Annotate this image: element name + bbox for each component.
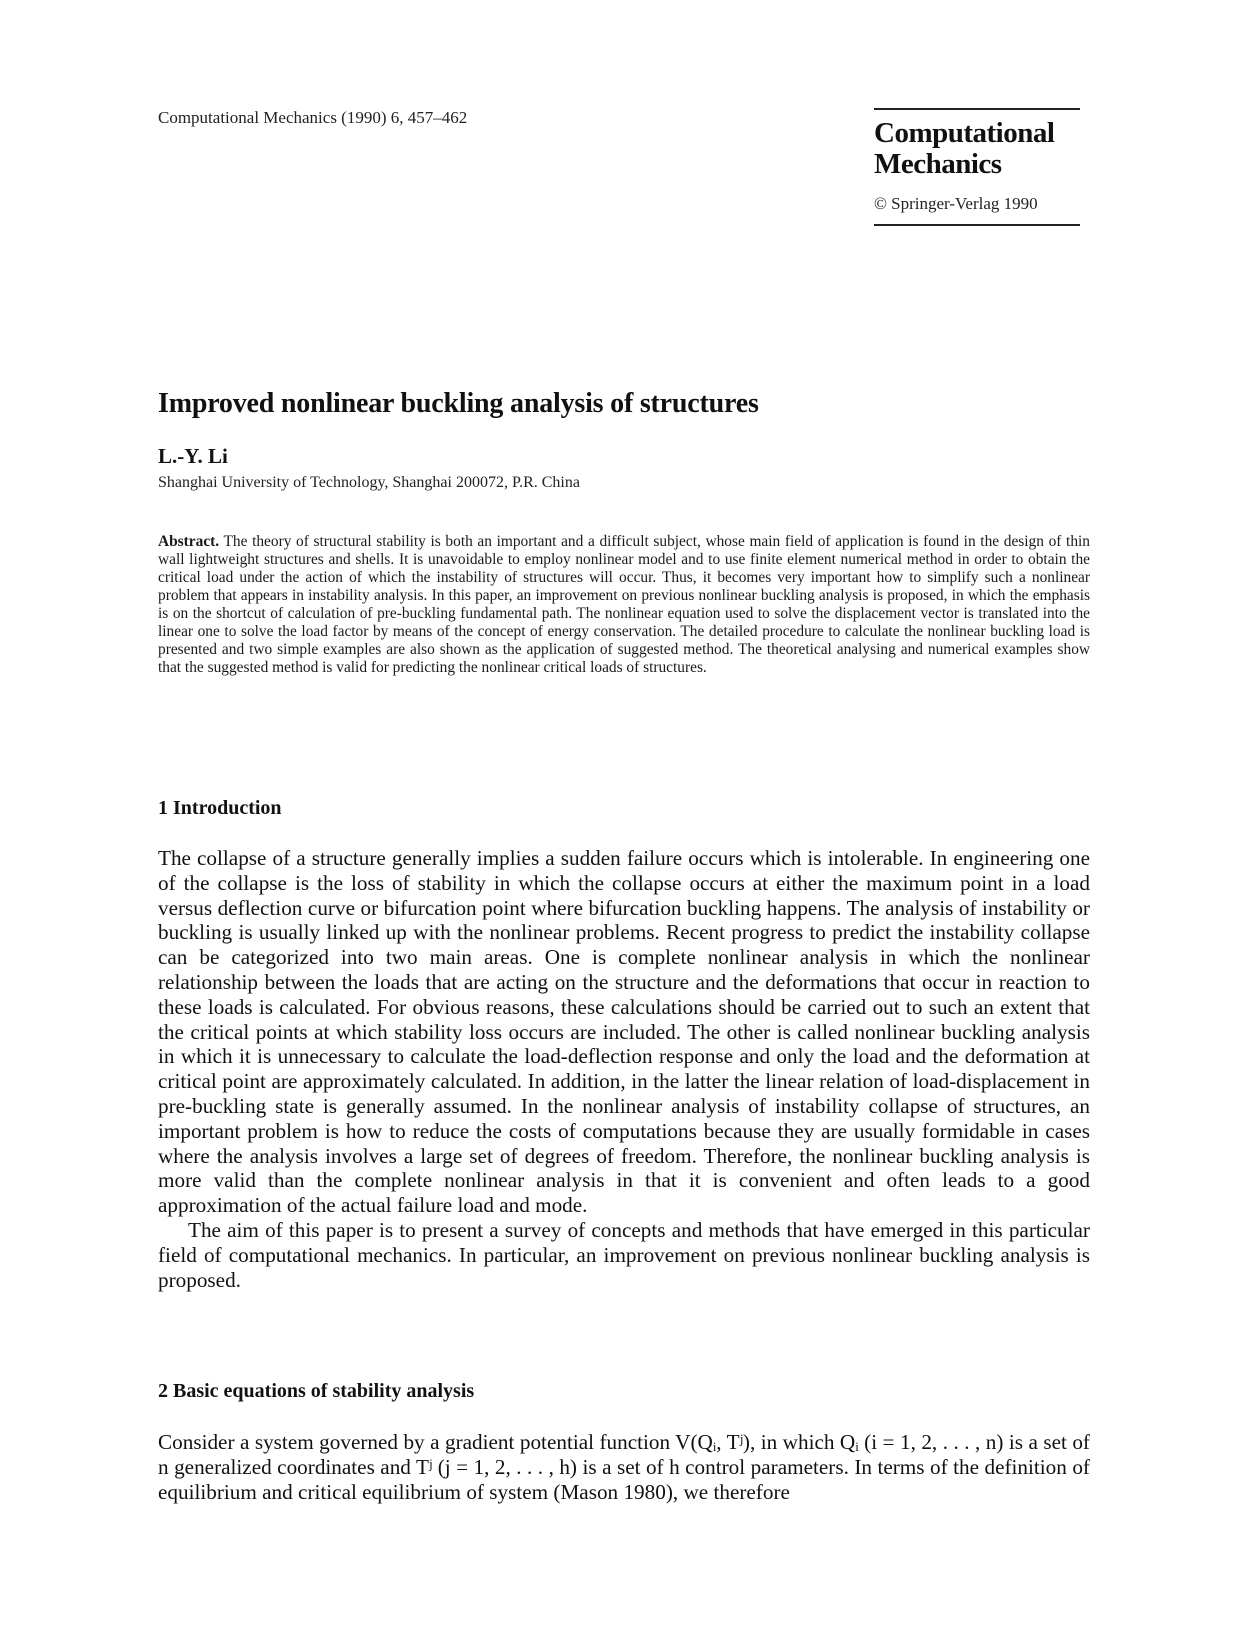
paragraph: Consider a system governed by a gradient potential function V(Qᵢ, Tʲ), in which Qᵢ (i = 1, 2, . . . , n) is a set of n generalized coordinates and Tʲ (j = 1, 2, . . . , h) is a set of h control parameters. In terms of the definition of equilibrium and critical equilibrium of system (Mason 1980), we therefore — [158, 1430, 1090, 1504]
section-heading-introduction: 1 Introduction — [158, 797, 282, 819]
section-body-basic-equations — [158, 1430, 1090, 1504]
article-author: L.-Y. Li — [158, 444, 228, 468]
paragraph: The aim of this paper is to present a survey of concepts and methods that have emerged in this particular field of computational mechanics. In particular, an improvement on previous nonlinear buckling analysis is proposed. — [158, 1217, 1090, 1292]
article-title: Improved nonlinear buckling analysis of structures — [158, 388, 759, 419]
journal-citation: Computational Mechanics (1990) 6, 457–462 — [158, 108, 468, 127]
paragraph: The collapse of a structure generally implies a sudden failure occurs which is intolerable. In engineering one of the collapse is the loss of stability in which the collapse occurs at either the maximum point in a load versus deflection curve or bifurcation point where bifurcation buckling happens. The analysis of instability or buckling is usually linked up with the nonlinear problems. Recent progress to predict the instability collapse can be categorized into two main areas. One is complete nonlinear analysis in which the nonlinear relationship between the loads that are acting on the structure and the deformations that occur in reaction to these loads is calculated. For obvious reasons, these calculations should be carried out to such an extent that the critical points at which stability loss occurs are included. The other is called nonlinear buckling analysis in which it is unnecessary to calculate the load-deflection response and only the load and the deformation at critical point are approximately calculated. In addition, in the latter the linear relation of load-displacement in pre-buckling state is generally assumed. In the nonlinear analysis of instability collapse of structures, an important problem is how to reduce the costs of computations because they are usually formidable in cases where the analysis involves a large set of degrees of freedom. Therefore, the nonlinear buckling analysis is more valid than the complete nonlinear analysis in that it is convenient and often leads to a good approximation of the actual failure load and mode. — [158, 846, 1090, 1218]
abstract — [158, 533, 1090, 677]
journal-masthead — [874, 108, 1080, 226]
journal-name-line2: Mechanics — [874, 148, 1002, 180]
abstract-text: The theory of structural stability is both an important and a difficult subject, whose main field of application is found in the design of thin wall lightweight structures and shells. It is unavoidable to employ nonlinear model and to use finite element numerical method in order to obtain the critical load under the action of which the instability of structures will occur. Thus, it becomes very important how to simplify such a nonlinear problem that appears in instability analysis. In this paper, an improvement on previous nonlinear buckling analysis is proposed, in which the emphasis is on the shortcut of calculation of pre-buckling fundamental path. The nonlinear equation used to solve the displacement vector is translated into the linear one to solve the load factor by means of the concept of energy conservation. The detailed procedure to calculate the nonlinear buckling load is presented and two simple examples are also shown as the application of suggested method. The theoretical analysing and numerical examples show that the suggested method is valid for predicting the nonlinear critical loads of structures. — [158, 533, 1090, 676]
abstract-label: Abstract. — [158, 533, 220, 550]
copyright-notice: © Springer-Verlag 1990 — [874, 194, 1038, 213]
author-affiliation: Shanghai University of Technology, Shanghai 200072, P.R. China — [158, 474, 580, 491]
section-heading-basic-equations: 2 Basic equations of stability analysis — [158, 1380, 475, 1402]
section-body-introduction — [158, 846, 1090, 1292]
journal-name-line1: Computational — [874, 117, 1055, 149]
